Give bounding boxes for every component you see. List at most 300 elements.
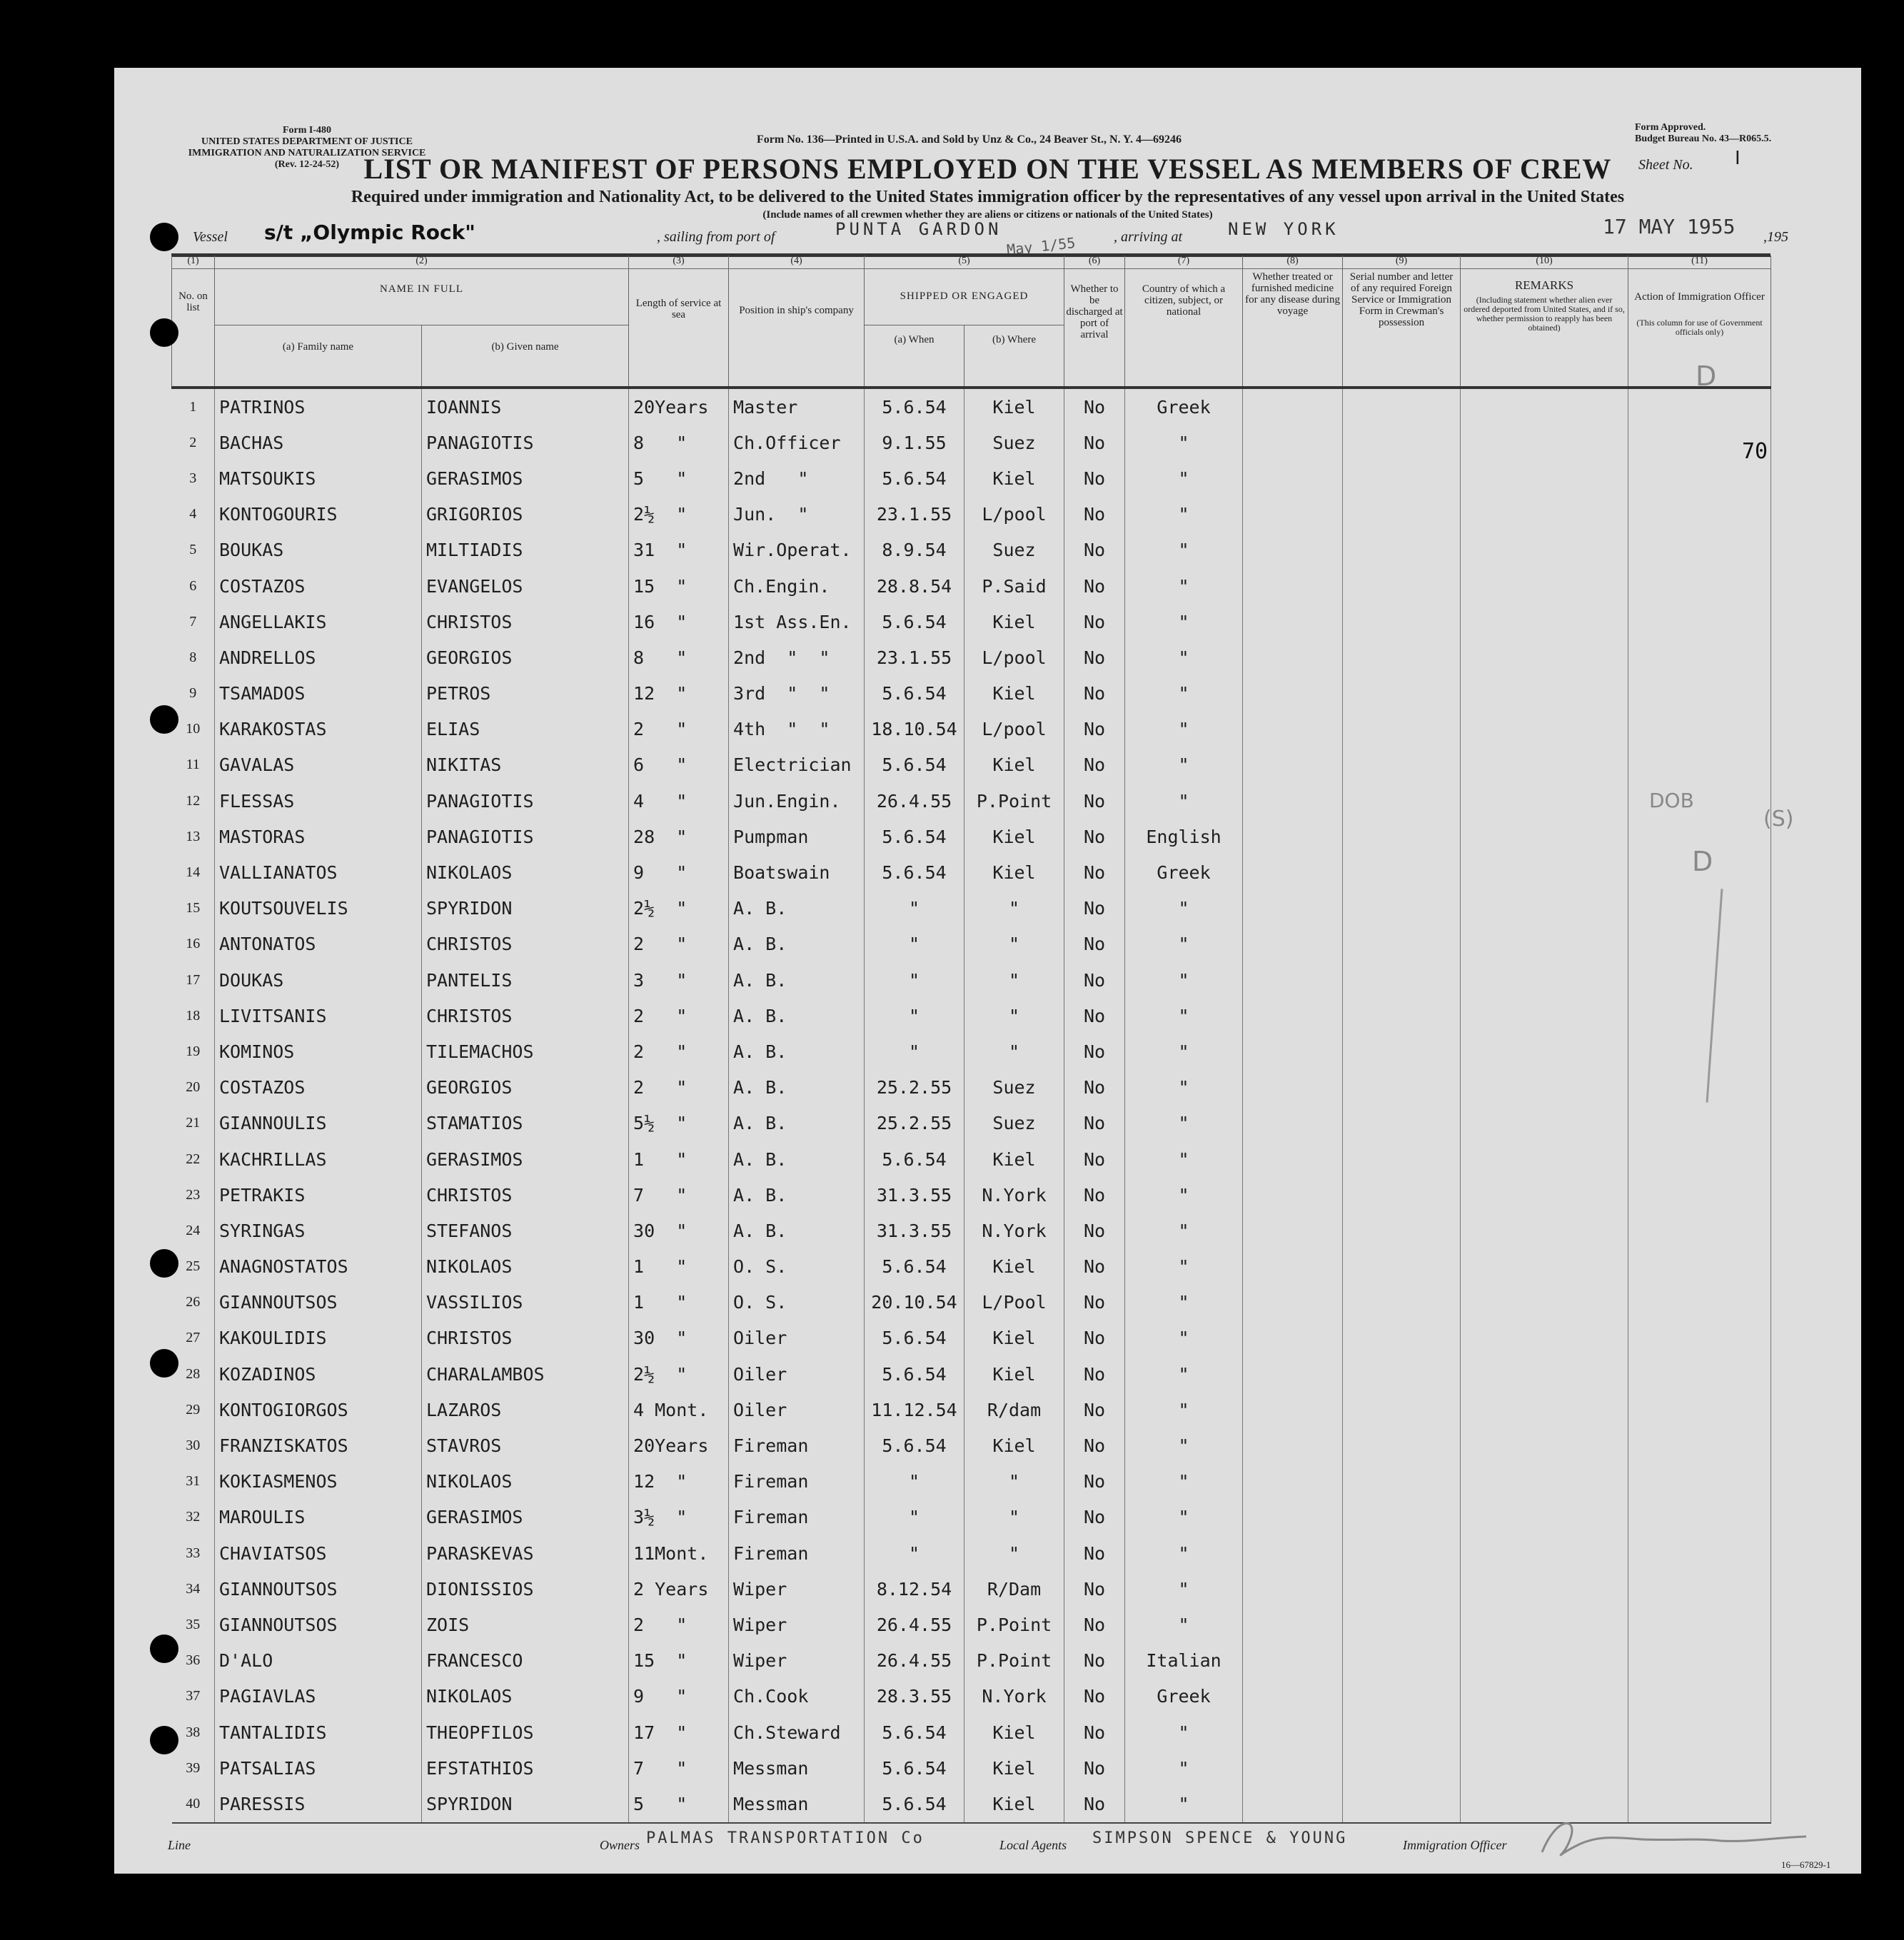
empty-cell bbox=[1628, 1141, 1771, 1177]
shipped-when: 26.4.55 bbox=[865, 1607, 964, 1642]
empty-cell bbox=[1243, 712, 1343, 747]
shipped-where: R/Dam bbox=[964, 1571, 1064, 1607]
table-row bbox=[172, 1106, 1771, 1141]
family-name: KACHRILLAS bbox=[215, 1141, 422, 1177]
table-row bbox=[172, 819, 1771, 854]
nationality: " bbox=[1125, 676, 1243, 712]
discharged: No bbox=[1064, 891, 1125, 926]
empty-cell bbox=[1461, 640, 1628, 675]
col-length-header: Length of service at sea bbox=[629, 269, 729, 388]
length-of-service: 2½ " bbox=[629, 497, 729, 532]
col-num-8: (8) bbox=[1243, 256, 1343, 269]
shipped-where: N.York bbox=[964, 1679, 1064, 1714]
nationality: " bbox=[1125, 1034, 1243, 1069]
given-name: STAVROS bbox=[422, 1428, 629, 1463]
shipped-when: " bbox=[865, 891, 964, 926]
discharged: No bbox=[1064, 676, 1125, 712]
empty-cell bbox=[1343, 819, 1461, 854]
position: Wiper bbox=[729, 1571, 865, 1607]
empty-cell bbox=[1343, 460, 1461, 496]
empty-cell bbox=[1628, 676, 1771, 712]
empty-cell bbox=[1243, 891, 1343, 926]
empty-cell bbox=[1343, 1177, 1461, 1213]
empty-cell bbox=[1243, 1679, 1343, 1714]
table-row bbox=[172, 604, 1771, 640]
list-number: 18 bbox=[172, 998, 215, 1034]
family-name: MAROULIS bbox=[215, 1500, 422, 1535]
sheet-value: I bbox=[1735, 148, 1741, 169]
empty-cell bbox=[1243, 1714, 1343, 1750]
given-name: PARASKEVAS bbox=[422, 1535, 629, 1571]
empty-cell bbox=[1243, 854, 1343, 890]
line-label: Line bbox=[168, 1838, 191, 1852]
shipped-where: Suez bbox=[964, 532, 1064, 568]
empty-cell bbox=[1343, 1106, 1461, 1141]
list-number: 17 bbox=[172, 962, 215, 998]
empty-cell bbox=[1461, 1535, 1628, 1571]
length-of-service: 12 " bbox=[629, 1464, 729, 1500]
family-name: CHAVIATSOS bbox=[215, 1535, 422, 1571]
position: O. S. bbox=[729, 1285, 865, 1320]
col-remarks-header bbox=[1461, 269, 1628, 388]
nationality: " bbox=[1125, 1571, 1243, 1607]
family-name: COSTAZOS bbox=[215, 568, 422, 604]
given-name: PANAGIOTIS bbox=[422, 819, 629, 854]
owners-value: PALMAS TRANSPORTATION Co bbox=[646, 1829, 925, 1847]
list-number: 37 bbox=[172, 1679, 215, 1714]
position: A. B. bbox=[729, 1213, 865, 1248]
family-name: ANAGNOSTATOS bbox=[215, 1249, 422, 1285]
family-name: ANTONATOS bbox=[215, 926, 422, 962]
empty-cell bbox=[1243, 388, 1343, 425]
empty-cell bbox=[1243, 568, 1343, 604]
empty-cell bbox=[1461, 532, 1628, 568]
table-row bbox=[172, 676, 1771, 712]
position: A. B. bbox=[729, 1177, 865, 1213]
empty-cell bbox=[1628, 1571, 1771, 1607]
position: Fireman bbox=[729, 1500, 865, 1535]
empty-cell bbox=[1243, 747, 1343, 783]
col-medicine-header: Whether treated or furnished medicine for any disease during voyage bbox=[1243, 269, 1343, 388]
position: A. B. bbox=[729, 1141, 865, 1177]
crew-table-wrap bbox=[171, 256, 1770, 1824]
given-name: GEORGIOS bbox=[422, 640, 629, 675]
family-name: KOMINOS bbox=[215, 1034, 422, 1069]
shipped-where: Kiel bbox=[964, 676, 1064, 712]
position: Oiler bbox=[729, 1356, 865, 1392]
col-num-7: (7) bbox=[1125, 256, 1243, 269]
nationality: " bbox=[1125, 1285, 1243, 1320]
empty-cell bbox=[1461, 1213, 1628, 1248]
empty-cell bbox=[1461, 1356, 1628, 1392]
shipped-where: Kiel bbox=[964, 1786, 1064, 1822]
discharged: No bbox=[1064, 926, 1125, 962]
shipped-where: P.Said bbox=[964, 568, 1064, 604]
empty-cell bbox=[1628, 1714, 1771, 1750]
length-of-service: 1 " bbox=[629, 1141, 729, 1177]
empty-cell bbox=[1243, 532, 1343, 568]
shipped-where: Kiel bbox=[964, 1428, 1064, 1463]
empty-cell bbox=[1243, 1106, 1343, 1141]
empty-cell bbox=[1628, 1177, 1771, 1213]
discharged: No bbox=[1064, 962, 1125, 998]
nationality: " bbox=[1125, 640, 1243, 675]
length-of-service: 5 " bbox=[629, 1786, 729, 1822]
family-name: KONTOGOURIS bbox=[215, 497, 422, 532]
nationality: " bbox=[1125, 1464, 1243, 1500]
given-name: CHRISTOS bbox=[422, 926, 629, 962]
given-name: DIONISSIOS bbox=[422, 1571, 629, 1607]
shipped-when: 5.6.54 bbox=[865, 1141, 964, 1177]
family-name: PAGIAVLAS bbox=[215, 1679, 422, 1714]
shipped-when: " bbox=[865, 998, 964, 1034]
punch-hole bbox=[150, 1635, 178, 1663]
discharged: No bbox=[1064, 712, 1125, 747]
col-serial-header: Serial number and letter of any required Foreign Service or Immigration Form in Crewman's possession bbox=[1343, 269, 1461, 388]
position: 2nd " " bbox=[729, 640, 865, 675]
empty-cell bbox=[1243, 1177, 1343, 1213]
position: A. B. bbox=[729, 1106, 865, 1141]
discharged: No bbox=[1064, 1177, 1125, 1213]
action-note: (This column for use of Government officials only) bbox=[1636, 318, 1763, 337]
length-of-service: 2 " bbox=[629, 1034, 729, 1069]
empty-cell bbox=[1628, 532, 1771, 568]
discharged: No bbox=[1064, 747, 1125, 783]
list-number: 12 bbox=[172, 783, 215, 819]
position: Oiler bbox=[729, 1392, 865, 1428]
col-country-header: Country of which a citizen, subject, or national bbox=[1125, 269, 1243, 388]
family-name: DOUKAS bbox=[215, 962, 422, 998]
list-number: 40 bbox=[172, 1786, 215, 1822]
discharged: No bbox=[1064, 1034, 1125, 1069]
nationality: " bbox=[1125, 1070, 1243, 1106]
empty-cell bbox=[1243, 460, 1343, 496]
empty-cell bbox=[1461, 1392, 1628, 1428]
shipped-when: 28.3.55 bbox=[865, 1679, 964, 1714]
empty-cell bbox=[1628, 962, 1771, 998]
given-name: PETROS bbox=[422, 676, 629, 712]
empty-cell bbox=[1461, 425, 1628, 460]
length-of-service: 8 " bbox=[629, 640, 729, 675]
list-number: 7 bbox=[172, 604, 215, 640]
list-number: 21 bbox=[172, 1106, 215, 1141]
empty-cell bbox=[1243, 819, 1343, 854]
list-number: 10 bbox=[172, 712, 215, 747]
family-name: BACHAS bbox=[215, 425, 422, 460]
family-name: ANGELLAKIS bbox=[215, 604, 422, 640]
given-name: ZOIS bbox=[422, 1607, 629, 1642]
table-row bbox=[172, 1213, 1771, 1248]
position: A. B. bbox=[729, 962, 865, 998]
discharged: No bbox=[1064, 783, 1125, 819]
given-name: GERASIMOS bbox=[422, 460, 629, 496]
family-name: SYRINGAS bbox=[215, 1213, 422, 1248]
discharged: No bbox=[1064, 854, 1125, 890]
list-number: 39 bbox=[172, 1750, 215, 1786]
discharged: No bbox=[1064, 1070, 1125, 1106]
empty-cell bbox=[1343, 747, 1461, 783]
family-name: FRANZISKATOS bbox=[215, 1428, 422, 1463]
length-of-service: 9 " bbox=[629, 1679, 729, 1714]
shipped-when: 5.6.54 bbox=[865, 1320, 964, 1356]
shipped-where: " bbox=[964, 891, 1064, 926]
shipped-where: Kiel bbox=[964, 1249, 1064, 1285]
table-row bbox=[172, 568, 1771, 604]
given-name: STEFANOS bbox=[422, 1213, 629, 1248]
family-name: KONTOGIORGOS bbox=[215, 1392, 422, 1428]
family-name: TANTALIDIS bbox=[215, 1714, 422, 1750]
position: Messman bbox=[729, 1750, 865, 1786]
given-name: GEORGIOS bbox=[422, 1070, 629, 1106]
vessel-value: s/t „Olympic Rock" bbox=[264, 221, 475, 244]
empty-cell bbox=[1343, 1070, 1461, 1106]
position: Oiler bbox=[729, 1320, 865, 1356]
list-number: 34 bbox=[172, 1571, 215, 1607]
punch-hole bbox=[150, 1349, 178, 1378]
discharged: No bbox=[1064, 1392, 1125, 1428]
empty-cell bbox=[1343, 604, 1461, 640]
empty-cell bbox=[1243, 1285, 1343, 1320]
empty-cell bbox=[1243, 425, 1343, 460]
position: A. B. bbox=[729, 891, 865, 926]
shipped-where: L/pool bbox=[964, 497, 1064, 532]
family-name: ANDRELLOS bbox=[215, 640, 422, 675]
table-row bbox=[172, 1392, 1771, 1428]
page-title: LIST OR MANIFEST OF PERSONS EMPLOYED ON THE VESSEL AS MEMBERS OF CREW bbox=[363, 153, 1612, 185]
length-of-service: 17 " bbox=[629, 1714, 729, 1750]
col-num-2: (2) bbox=[215, 256, 629, 269]
empty-cell bbox=[1628, 460, 1771, 496]
annotation-mark-dob: DOB bbox=[1649, 789, 1694, 812]
position: Ch.Officer bbox=[729, 425, 865, 460]
position: A. B. bbox=[729, 1070, 865, 1106]
length-of-service: 9 " bbox=[629, 854, 729, 890]
crew-rows bbox=[172, 388, 1771, 1823]
empty-cell bbox=[1343, 1714, 1461, 1750]
shipped-where: " bbox=[964, 1535, 1064, 1571]
shipped-where: Kiel bbox=[964, 1141, 1064, 1177]
empty-cell bbox=[1461, 497, 1628, 532]
position: 1st Ass.En. bbox=[729, 604, 865, 640]
list-number: 9 bbox=[172, 676, 215, 712]
list-number: 3 bbox=[172, 460, 215, 496]
empty-cell bbox=[1461, 568, 1628, 604]
discharged: No bbox=[1064, 1750, 1125, 1786]
family-name: GIANNOUTSOS bbox=[215, 1571, 422, 1607]
family-name: PARESSIS bbox=[215, 1786, 422, 1822]
table-row bbox=[172, 783, 1771, 819]
table-row bbox=[172, 1034, 1771, 1069]
empty-cell bbox=[1343, 1392, 1461, 1428]
col-family-header: (a) Family name bbox=[215, 325, 422, 388]
empty-cell bbox=[1343, 1750, 1461, 1786]
given-name: NIKOLAOS bbox=[422, 1679, 629, 1714]
shipped-when: 20.10.54 bbox=[865, 1285, 964, 1320]
form-code: 16—67829-1 bbox=[1781, 1859, 1831, 1870]
shipped-when: " bbox=[865, 1535, 964, 1571]
length-of-service: 7 " bbox=[629, 1177, 729, 1213]
nationality: " bbox=[1125, 1500, 1243, 1535]
position: Fireman bbox=[729, 1428, 865, 1463]
table-row bbox=[172, 640, 1771, 675]
given-name: CHRISTOS bbox=[422, 604, 629, 640]
list-number: 36 bbox=[172, 1643, 215, 1679]
given-name: IOANNIS bbox=[422, 388, 629, 425]
empty-cell bbox=[1243, 998, 1343, 1034]
family-name: GIANNOUTSOS bbox=[215, 1607, 422, 1642]
list-number: 4 bbox=[172, 497, 215, 532]
shipped-where: Kiel bbox=[964, 1356, 1064, 1392]
empty-cell bbox=[1343, 532, 1461, 568]
discharged: No bbox=[1064, 532, 1125, 568]
shipped-where: " bbox=[964, 1500, 1064, 1535]
list-number: 16 bbox=[172, 926, 215, 962]
family-name: GAVALAS bbox=[215, 747, 422, 783]
col-no-header: No. on list bbox=[172, 269, 215, 388]
length-of-service: 20Years bbox=[629, 388, 729, 425]
empty-cell bbox=[1461, 1249, 1628, 1285]
col-given-header: (b) Given name bbox=[422, 325, 629, 388]
nationality: Italian bbox=[1125, 1643, 1243, 1679]
empty-cell bbox=[1343, 388, 1461, 425]
shipped-when: 23.1.55 bbox=[865, 497, 964, 532]
empty-cell bbox=[1343, 1500, 1461, 1535]
col-when-header: (a) When bbox=[865, 325, 964, 388]
empty-cell bbox=[1243, 1500, 1343, 1535]
table-row bbox=[172, 1249, 1771, 1285]
shipped-when: 11.12.54 bbox=[865, 1392, 964, 1428]
arriving-port: NEW YORK bbox=[1228, 219, 1339, 239]
length-of-service: 1 " bbox=[629, 1285, 729, 1320]
list-number: 32 bbox=[172, 1500, 215, 1535]
empty-cell bbox=[1628, 388, 1771, 425]
discharged: No bbox=[1064, 1285, 1125, 1320]
empty-cell bbox=[1461, 747, 1628, 783]
position: A. B. bbox=[729, 998, 865, 1034]
shipped-where: Kiel bbox=[964, 1714, 1064, 1750]
shipped-when: 5.6.54 bbox=[865, 1786, 964, 1822]
empty-cell bbox=[1628, 1070, 1771, 1106]
length-of-service: 8 " bbox=[629, 425, 729, 460]
discharged: No bbox=[1064, 1714, 1125, 1750]
discharged: No bbox=[1064, 497, 1125, 532]
list-number: 27 bbox=[172, 1320, 215, 1356]
given-name: GRIGORIOS bbox=[422, 497, 629, 532]
nationality: " bbox=[1125, 1786, 1243, 1822]
discharged: No bbox=[1064, 640, 1125, 675]
empty-cell bbox=[1343, 1786, 1461, 1822]
family-name: MASTORAS bbox=[215, 819, 422, 854]
discharged: No bbox=[1064, 1607, 1125, 1642]
table-row bbox=[172, 1714, 1771, 1750]
punch-hole bbox=[150, 1726, 178, 1754]
discharged: No bbox=[1064, 1356, 1125, 1392]
empty-cell bbox=[1243, 1428, 1343, 1463]
shipped-where: Kiel bbox=[964, 460, 1064, 496]
empty-cell bbox=[1243, 1750, 1343, 1786]
nationality: " bbox=[1125, 1320, 1243, 1356]
discharged: No bbox=[1064, 1464, 1125, 1500]
shipped-when: 5.6.54 bbox=[865, 1714, 964, 1750]
subtitle: Required under immigration and Nationality Act, to be delivered to the United States immigration officer by the representatives of any vessel upon arrival in the United States bbox=[351, 188, 1625, 206]
nationality: " bbox=[1125, 1249, 1243, 1285]
list-number: 24 bbox=[172, 1213, 215, 1248]
nationality: " bbox=[1125, 1428, 1243, 1463]
family-name: KOKIASMENOS bbox=[215, 1464, 422, 1500]
list-number: 30 bbox=[172, 1428, 215, 1463]
manifest-sheet bbox=[114, 68, 1861, 1874]
nationality: " bbox=[1125, 891, 1243, 926]
list-number: 33 bbox=[172, 1535, 215, 1571]
discharged: No bbox=[1064, 1249, 1125, 1285]
family-name: TSAMADOS bbox=[215, 676, 422, 712]
sailing-date-handwritten: May 1/55 bbox=[1006, 234, 1077, 258]
table-row bbox=[172, 962, 1771, 998]
length-of-service: 30 " bbox=[629, 1320, 729, 1356]
given-name: CHRISTOS bbox=[422, 998, 629, 1034]
shipped-where: Kiel bbox=[964, 1320, 1064, 1356]
shipped-when: 5.6.54 bbox=[865, 676, 964, 712]
empty-cell bbox=[1628, 747, 1771, 783]
shipped-where: " bbox=[964, 998, 1064, 1034]
nationality: " bbox=[1125, 1213, 1243, 1248]
position: A. B. bbox=[729, 1034, 865, 1069]
shipped-where: " bbox=[964, 1034, 1064, 1069]
col-where-header: (b) Where bbox=[964, 325, 1064, 388]
family-name: GIANNOULIS bbox=[215, 1106, 422, 1141]
empty-cell bbox=[1343, 1356, 1461, 1392]
list-number: 5 bbox=[172, 532, 215, 568]
empty-cell bbox=[1243, 1320, 1343, 1356]
empty-cell bbox=[1243, 1643, 1343, 1679]
shipped-when: 26.4.55 bbox=[865, 1643, 964, 1679]
empty-cell bbox=[1343, 1643, 1461, 1679]
discharged: No bbox=[1064, 1428, 1125, 1463]
list-number: 35 bbox=[172, 1607, 215, 1642]
table-row bbox=[172, 1464, 1771, 1500]
shipped-where: L/Pool bbox=[964, 1285, 1064, 1320]
shipped-when: " bbox=[865, 1034, 964, 1069]
position: Master bbox=[729, 388, 865, 425]
shipped-when: 5.6.54 bbox=[865, 819, 964, 854]
empty-cell bbox=[1628, 1034, 1771, 1069]
col-name-header: NAME IN FULL bbox=[215, 269, 629, 325]
shipped-when: " bbox=[865, 926, 964, 962]
empty-cell bbox=[1461, 1141, 1628, 1177]
discharged: No bbox=[1064, 1141, 1125, 1177]
empty-cell bbox=[1628, 1249, 1771, 1285]
empty-cell bbox=[1461, 604, 1628, 640]
empty-cell bbox=[1343, 926, 1461, 962]
shipped-when: 5.6.54 bbox=[865, 747, 964, 783]
shipped-when: 5.6.54 bbox=[865, 460, 964, 496]
empty-cell bbox=[1461, 388, 1628, 425]
table-row bbox=[172, 1643, 1771, 1679]
remarks-note: (Including statement whether alien ever ordered deported from United States, and if so, whether permission to reapply has been obtained) bbox=[1464, 295, 1625, 333]
empty-cell bbox=[1461, 1034, 1628, 1069]
length-of-service: 2 " bbox=[629, 1607, 729, 1642]
given-name: THEOPFILOS bbox=[422, 1714, 629, 1750]
empty-cell bbox=[1628, 1535, 1771, 1571]
year-label: ,195 bbox=[1763, 229, 1788, 245]
list-number: 11 bbox=[172, 747, 215, 783]
given-name: VASSILIOS bbox=[422, 1285, 629, 1320]
col-position-header: Position in ship's company bbox=[729, 269, 865, 388]
list-number: 22 bbox=[172, 1141, 215, 1177]
sailing-port: PUNTA GARDON bbox=[835, 219, 1002, 239]
position: Ch.Cook bbox=[729, 1679, 865, 1714]
empty-cell bbox=[1343, 1285, 1461, 1320]
